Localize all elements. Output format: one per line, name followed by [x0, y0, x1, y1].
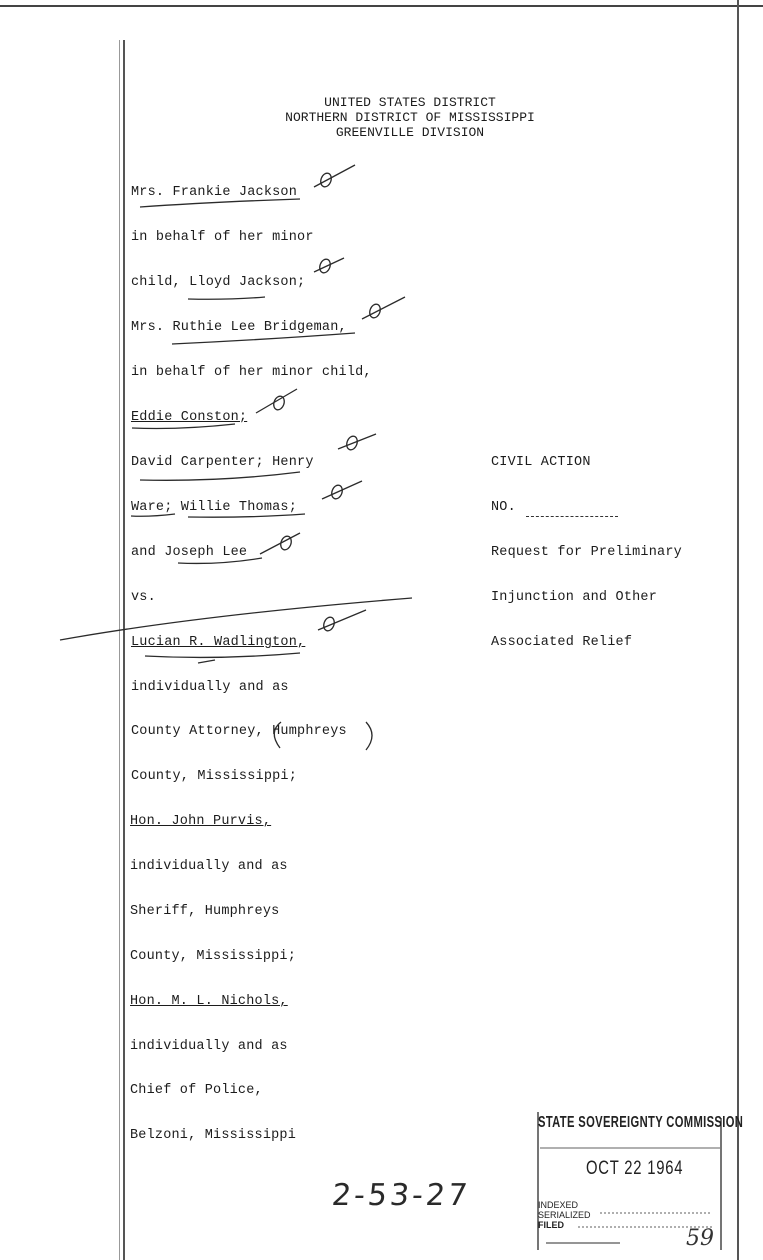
underline-mark: [172, 333, 355, 344]
header-line-2: NORTHERN DISTRICT OF MISSISSIPPI: [285, 110, 535, 125]
check-mark: [338, 434, 376, 451]
party-line: individually and as: [130, 1039, 288, 1054]
request-line-2: Injunction and Other: [491, 590, 658, 605]
underline-mark: [145, 653, 300, 657]
header-line-3: GREENVILLE DIVISION: [335, 125, 485, 140]
check-mark: [362, 297, 405, 319]
underline-mark: [140, 199, 300, 207]
stamp-indexed-label: INDEXED: [538, 1200, 579, 1210]
party-line: County Attorney, Humphreys: [131, 724, 347, 739]
stamp-filed-label: FILED: [538, 1220, 564, 1230]
check-mark: [314, 165, 355, 188]
stamp-date: OCT 22 1964: [586, 1158, 684, 1179]
party-line: and Joseph Lee: [131, 545, 248, 560]
case-number-label: NO.: [491, 500, 516, 515]
party-line: in behalf of her minor: [131, 230, 314, 245]
underline-mark: [131, 514, 175, 516]
underline-mark: [188, 514, 305, 517]
request-line-3: Associated Relief: [491, 635, 633, 650]
defendant-name: Hon. M. L. Nichols,: [130, 994, 288, 1009]
underline-mark: [178, 558, 262, 563]
bracket-mark: [274, 722, 281, 748]
party-line: Chief of Police,: [130, 1083, 263, 1098]
header-line-1: UNITED STATES DISTRICT: [324, 95, 496, 110]
party-line: individually and as: [131, 680, 289, 695]
defendant-name: Lucian R. Wadlington,: [131, 635, 306, 650]
stamp-serialized-label: SERIALIZED: [538, 1210, 591, 1220]
versus-label: vs.: [131, 590, 156, 605]
party-line: child, Lloyd Jackson;: [131, 275, 306, 290]
civil-action-label: CIVIL ACTION: [491, 455, 591, 470]
underline-mark: [198, 660, 215, 663]
party-line: in behalf of her minor child,: [131, 365, 372, 380]
handwritten-file-number: 2-53-27: [330, 1178, 472, 1213]
party-line: Belzoni, Mississippi: [130, 1128, 297, 1143]
party-line: County, Mississippi;: [130, 949, 297, 964]
stamp-title: STATE SOVEREIGNTY COMMISSION: [538, 1114, 744, 1131]
party-line: Mrs. Frankie Jackson: [131, 185, 298, 200]
underline-mark: [132, 424, 235, 429]
party-line: Sheriff, Humphreys: [130, 904, 280, 919]
request-line-1: Request for Preliminary: [491, 545, 682, 560]
underline-mark: [140, 472, 300, 480]
party-line: Eddie Conston;: [131, 410, 248, 425]
check-mark: [314, 258, 344, 275]
party-line: Ware; Willie Thomas;: [131, 500, 298, 515]
party-line: individually and as: [130, 859, 288, 874]
check-mark: [256, 389, 297, 413]
underline-mark: [188, 297, 265, 299]
strike-line: [60, 598, 412, 640]
bracket-mark: [366, 722, 372, 750]
party-line: Mrs. Ruthie Lee Bridgeman,: [131, 320, 347, 335]
defendant-name: Hon. John Purvis,: [130, 814, 272, 829]
handwritten-page-number: 59: [686, 1226, 714, 1251]
check-mark: [318, 610, 366, 632]
check-mark: [260, 533, 300, 554]
party-line: County, Mississippi;: [131, 769, 298, 784]
party-line: David Carpenter; Henry: [131, 455, 314, 470]
check-mark: [322, 481, 362, 500]
